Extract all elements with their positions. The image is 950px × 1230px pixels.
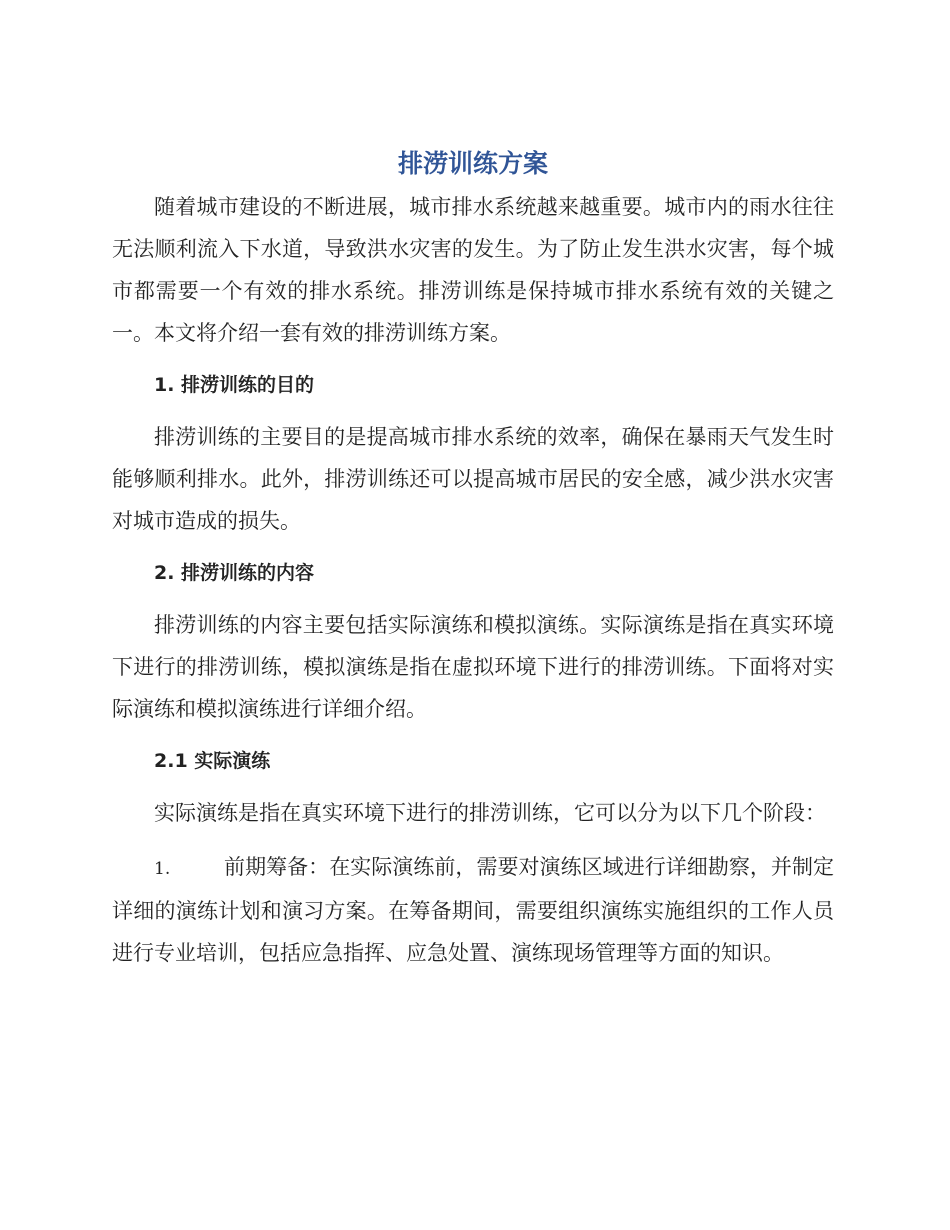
section-heading-actual-drill: 2.1 实际演练 [154, 750, 271, 772]
spacer [112, 354, 834, 364]
list-item [112, 846, 834, 974]
intro-paragraph: 随着城市建设的不断进展，城市排水系统越来越重要。城市内的雨水往往无法顺利流入下水道，导致洪水灾害的发生。为了防止发生洪水灾害，每个城市都需要一个有效的排水系统。排涝训练是保持城市排水系统有效的关键之一。本文将介绍一套有效的排涝训练方案。 [112, 195, 834, 345]
section-body-purpose: 排涝训练的主要目的是提高城市排水系统的效率，确保在暴雨天气发生时能够顺利排水。此外，排涝训练还可以提高城市居民的安全感，减少洪水灾害对城市造成的损失。 [112, 425, 834, 533]
spacer [112, 782, 834, 792]
list-item-number: 1. [154, 859, 171, 879]
spacer [112, 542, 834, 552]
section-body-actual-drill: 实际演练是指在真实环境下进行的排涝训练，它可以分为以下几个阶段： [154, 801, 826, 825]
spacer [112, 594, 834, 604]
document-page [112, 142, 834, 974]
spacer [112, 406, 834, 416]
section-heading-purpose: 1. 排涝训练的目的 [154, 374, 315, 396]
spacer [112, 730, 834, 740]
section-body-content: 排涝训练的内容主要包括实际演练和模拟演练。实际演练是指在真实环境下进行的排涝训练，模拟演练是指在虚拟环境下进行的排涝训练。下面将对实际演练和模拟演练进行详细介绍。 [112, 613, 834, 721]
document-title: 排涝训练方案 [397, 149, 548, 178]
spacer [112, 834, 834, 846]
list-item-text: 前期筹备：在实际演练前，需要对演练区域进行详细勘察，并制定详细的演练计划和演习方案。在筹备期间，需要组织演练实施组织的工作人员进行专业培训，包括应急指挥、应急处置、演练现场管理等方面的知识。 [112, 855, 834, 965]
section-heading-content: 2. 排涝训练的内容 [154, 562, 315, 584]
